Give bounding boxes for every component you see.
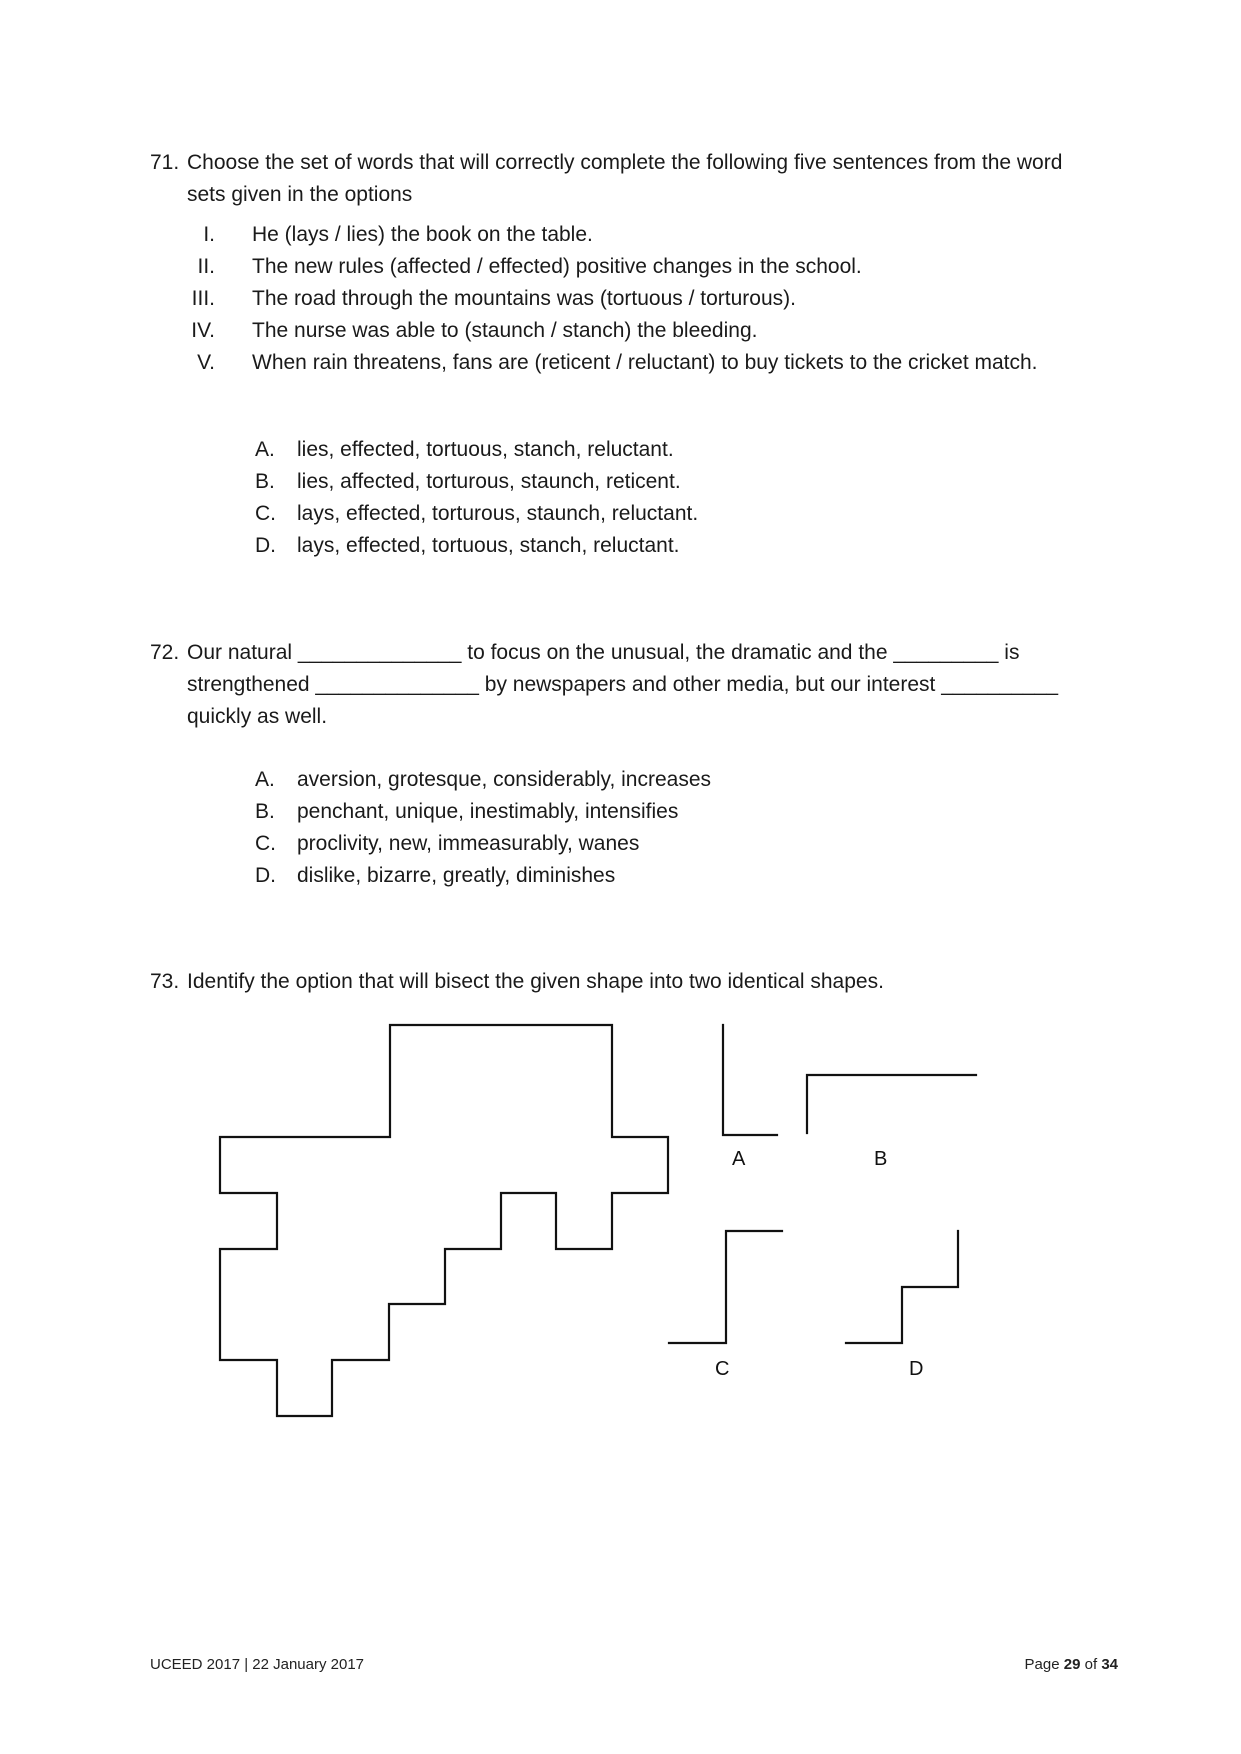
question-72	[150, 637, 1100, 733]
sentence-item	[180, 283, 1038, 315]
option-c-path	[669, 1231, 782, 1343]
given-shape	[220, 1025, 668, 1416]
page-of: of	[1084, 1656, 1098, 1673]
question-stem-line: strengthened ______________ by newspapers and other media, but our interest __________	[187, 673, 1058, 696]
option-label: A.	[255, 768, 275, 791]
figure-label-a: A	[732, 1148, 746, 1170]
option-d[interactable]	[255, 860, 711, 892]
question-stem	[187, 966, 1100, 998]
sentence-text: The road through the mountains was (tortuous / torturous).	[252, 287, 796, 310]
option-a[interactable]	[255, 434, 698, 466]
footer-left: UCEED 2017 | 22 January 2017	[150, 1656, 365, 1673]
option-b[interactable]	[255, 466, 698, 498]
option-text: lays, effected, torturous, staunch, reluctant.	[297, 502, 699, 525]
option-c[interactable]	[255, 498, 698, 530]
option-text: penchant, unique, inestimably, intensifies	[297, 800, 679, 823]
sentence-item	[180, 315, 1038, 347]
figure-label-b: B	[874, 1148, 888, 1170]
sentence-numeral: III.	[191, 287, 215, 310]
options-list	[255, 434, 698, 562]
question-stem-line: Choose the set of words that will correctly complete the following five sentences from the word	[187, 151, 1063, 174]
sentence-numeral: IV.	[191, 319, 215, 342]
option-text: proclivity, new, immeasurably, wanes	[297, 832, 640, 855]
figure-label-d: D	[909, 1358, 924, 1380]
page-total: 34	[1101, 1656, 1118, 1673]
option-text: aversion, grotesque, considerably, increases	[297, 768, 712, 791]
option-c[interactable]	[255, 828, 711, 860]
question-stem-line: quickly as well.	[187, 705, 328, 728]
page-current: 29	[1063, 1656, 1081, 1673]
sentence-text: He (lays / lies) the book on the table.	[252, 223, 593, 246]
question-number: 71.	[150, 151, 180, 174]
option-label: C.	[255, 502, 276, 525]
page-word: Page	[1024, 1656, 1060, 1673]
question-71	[150, 147, 1100, 211]
question-73	[150, 966, 1100, 998]
option-text: lies, affected, torturous, staunch, reticent.	[297, 470, 681, 493]
option-label: C.	[255, 832, 276, 855]
option-label: B.	[255, 470, 275, 493]
option-label: D.	[255, 864, 276, 887]
sentence-numeral: I.	[203, 223, 215, 246]
sentence-item	[180, 219, 1038, 251]
options-list	[255, 764, 711, 892]
sentence-text: The nurse was able to (staunch / stanch) the bleeding.	[252, 319, 758, 342]
figure-label-c: C	[715, 1358, 730, 1380]
sentence-numeral: II.	[197, 255, 215, 278]
option-text: lays, effected, tortuous, stanch, reluctant.	[297, 534, 680, 557]
option-a[interactable]	[255, 764, 711, 796]
sentence-numeral: V.	[197, 351, 215, 374]
option-label: A.	[255, 438, 275, 461]
sentence-text: The new rules (affected / effected) positive changes in the school.	[252, 255, 862, 278]
option-text: dislike, bizarre, greatly, diminishes	[297, 864, 616, 887]
option-b[interactable]	[255, 796, 711, 828]
option-b-path	[807, 1075, 976, 1133]
option-d[interactable]	[255, 530, 698, 562]
option-text: lies, effected, tortuous, stanch, reluctant.	[297, 438, 674, 461]
question-stem	[187, 147, 1100, 211]
page-number	[1025, 1656, 1118, 1673]
question-stem-line: Our natural ______________ to focus on the unusual, the dramatic and the _________ is	[187, 641, 1020, 664]
question-stem-line: sets given in the options	[187, 183, 413, 206]
question-number: 72.	[150, 641, 180, 664]
sentence-list	[180, 219, 1038, 379]
question-number: 73.	[150, 970, 180, 993]
option-a-path	[723, 1025, 777, 1135]
option-label: B.	[255, 800, 275, 823]
sentence-item	[180, 347, 1038, 379]
option-d-path	[846, 1231, 958, 1343]
sentence-item	[180, 251, 1038, 283]
question-stem-line: Identify the option that will bisect the given shape into two identical shapes.	[187, 970, 884, 993]
question-stem	[187, 637, 1100, 733]
sentence-text: When rain threatens, fans are (reticent / reluctant) to buy tickets to the cricket match.	[252, 351, 1038, 374]
option-label: D.	[255, 534, 276, 557]
